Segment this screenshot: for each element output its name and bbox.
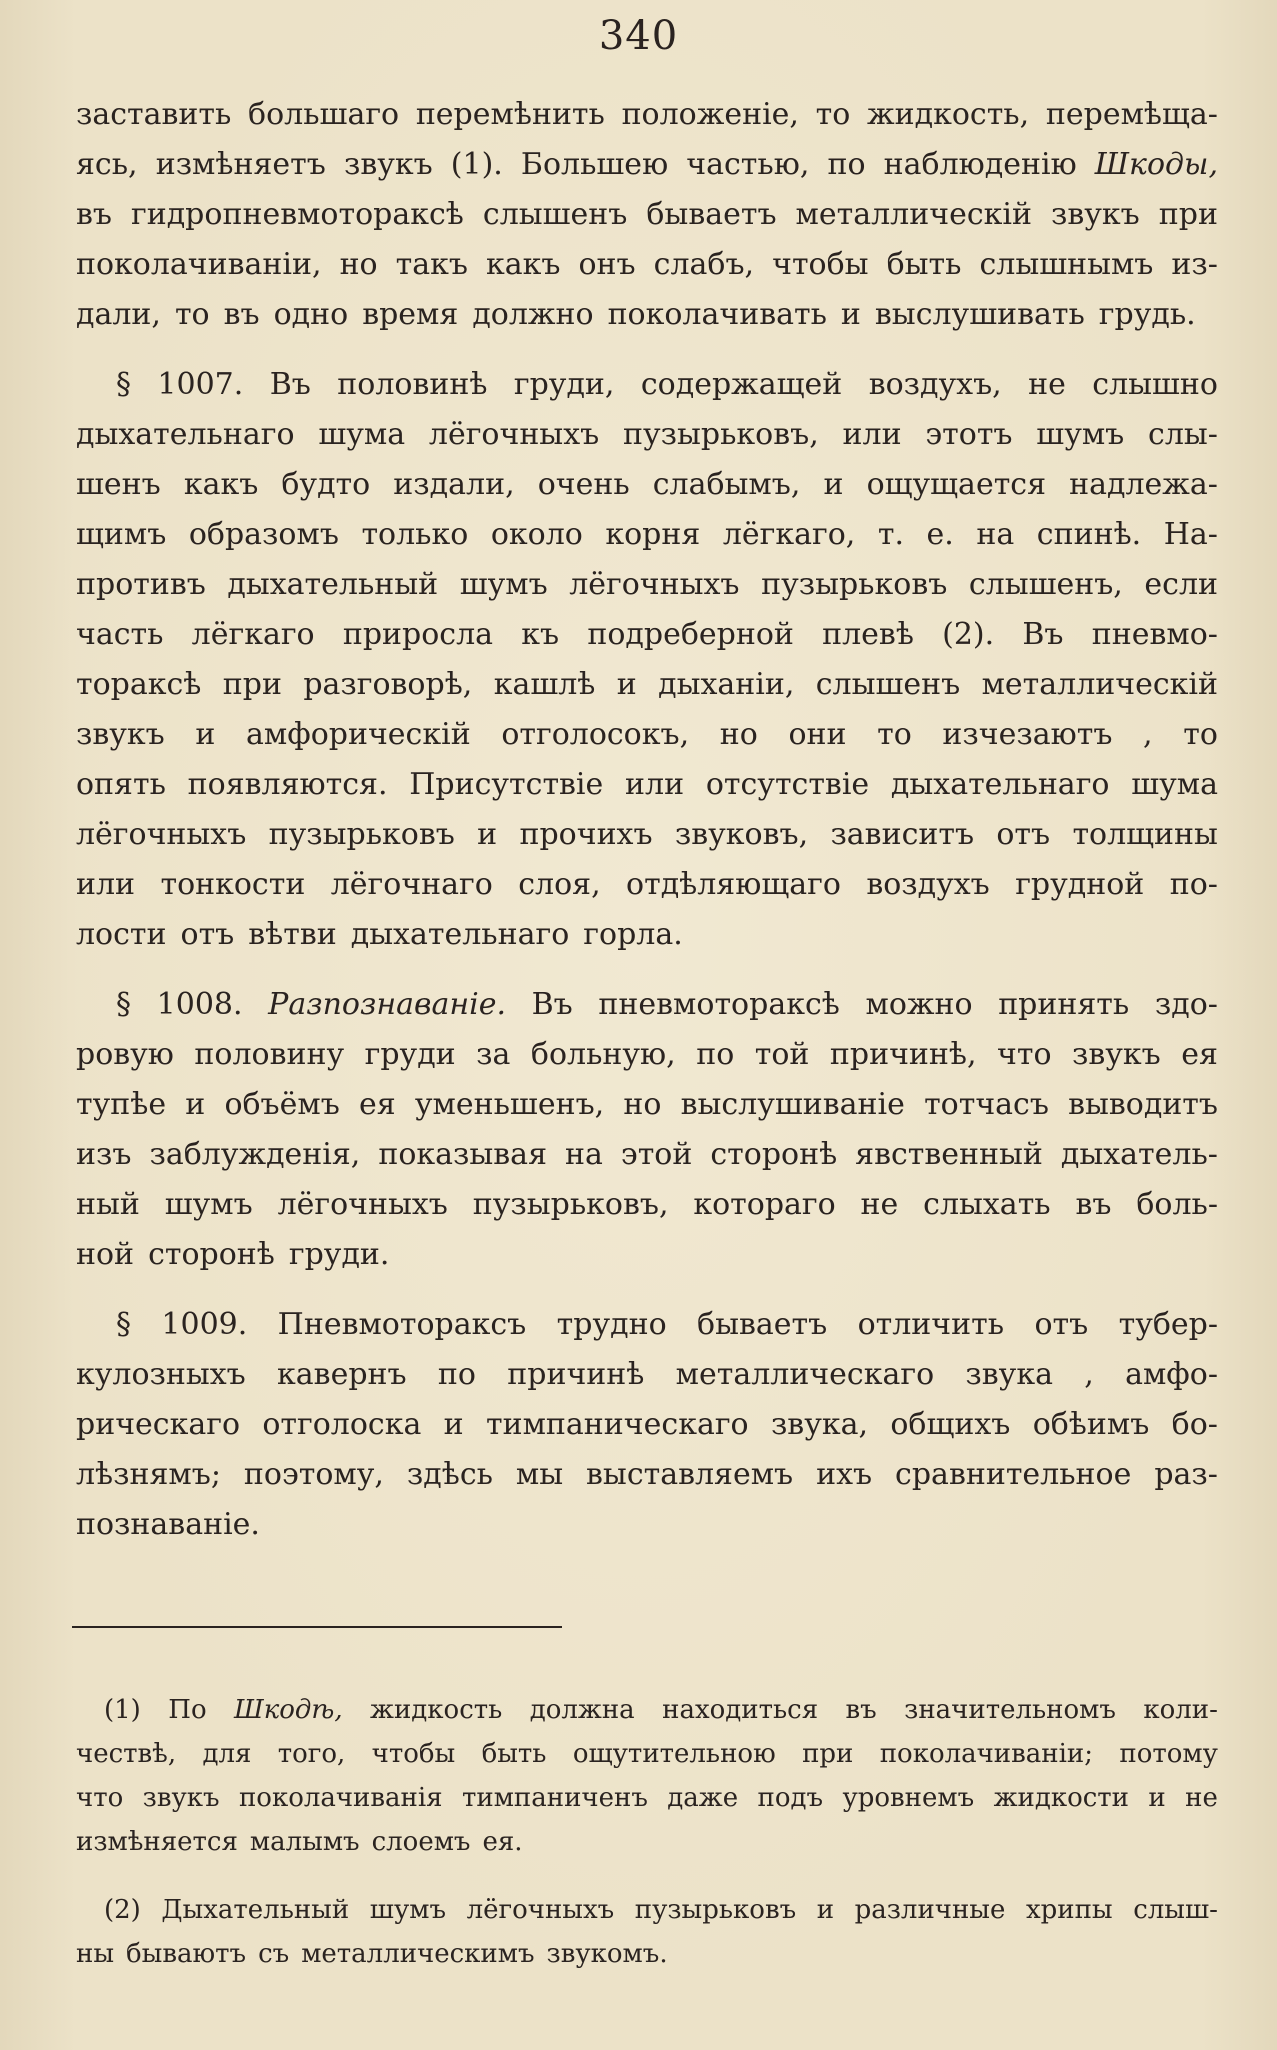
- page-number: 340: [598, 13, 679, 59]
- footnote-line: что звукъ поколачиванія тимпаниченъ даже подъ уровнемъ жидкости и не: [76, 1783, 1218, 1813]
- text-line: изъ заблужденія, показывая на этой сторонѣ явственный дыхатель-: [76, 1137, 1218, 1172]
- text-line: или тонкости лёгочнаго слоя, отдѣляющаго воздухъ грудной по-: [76, 867, 1218, 902]
- text-line: тораксѣ при разговорѣ, кашлѣ и дыханіи, слышенъ металлическій: [76, 667, 1218, 702]
- text-line: въ гидропневмотораксѣ слышенъ бываетъ металлическій звукъ при: [76, 197, 1218, 232]
- footnote-divider: [72, 1626, 562, 1628]
- text-line: опять появляются. Присутствіе или отсутствіе дыхательнаго шума: [76, 767, 1218, 802]
- footnote-line: (2) Дыхательный шумъ лёгочныхъ пузырьковъ и различные хрипы слыш-: [104, 1895, 1218, 1925]
- text-line: поколачиваніи, но такъ какъ онъ слабъ, чтобы быть слышнымъ из-: [76, 247, 1218, 282]
- text-line: § 1008. Разпознаваніе. Въ пневмотораксѣ можно принять здо-: [116, 987, 1218, 1022]
- footnote: [76, 1688, 1218, 1864]
- text-line: лости отъ вѣтви дыхательнаго горла.: [76, 917, 683, 952]
- footnote-line: чествѣ, для того, чтобы быть ощутительною при поколачиваніи; потому: [76, 1739, 1218, 1769]
- text-line: дыхательнаго шума лёгочныхъ пузырьковъ, или этотъ шумъ слы-: [76, 417, 1218, 452]
- text-line: шенъ какъ будто издали, очень слабымъ, и ощущается надлежа-: [76, 467, 1218, 502]
- text-line: щимъ образомъ только около корня лёгкаго, т. е. на спинѣ. На-: [76, 517, 1218, 552]
- footnote: [76, 1888, 1218, 1976]
- text-line: лёгочныхъ пузырьковъ и прочихъ звуковъ, зависитъ отъ толщины: [76, 817, 1218, 852]
- text-line: познаваніе.: [76, 1507, 260, 1542]
- footnote-line: (1) По Шкодѣ, жидкость должна находиться въ значительномъ коли-: [104, 1695, 1218, 1725]
- paragraph: [76, 980, 1218, 1280]
- text-line: ясь, измѣняетъ звукъ (1). Большею частью, по наблюденію Шкоды,: [76, 147, 1218, 182]
- text-line: кулозныхъ кавернъ по причинѣ металлическаго звука , амфо-: [76, 1357, 1218, 1392]
- text-line: тупѣе и объёмъ ея уменьшенъ, но выслушиваніе тотчасъ выводитъ: [76, 1087, 1218, 1122]
- body-text: [76, 90, 1218, 1550]
- text-line: ной сторонѣ груди.: [76, 1237, 390, 1272]
- text-line: заставить большаго перемѣнить положеніе, то жидкость, перемѣща-: [76, 97, 1218, 132]
- text-line: лѣзнямъ; поэтому, здѣсь мы выставляемъ ихъ сравнительное раз-: [76, 1457, 1218, 1492]
- text-line: рическаго отголоска и тимпаническаго звука, общихъ обѣимъ бо-: [76, 1407, 1218, 1442]
- text-line: § 1009. Пневмотораксъ трудно бываетъ отличить отъ тубер-: [116, 1307, 1218, 1342]
- text-line: ровую половину груди за больную, по той причинѣ, что звукъ ея: [76, 1037, 1218, 1072]
- footnotes: [76, 1688, 1218, 1976]
- footnote-line: ны бываютъ съ металлическимъ звукомъ.: [76, 1939, 668, 1969]
- text-line: звукъ и амфорическій отголосокъ, но они то изчезаютъ , то: [76, 717, 1218, 752]
- footnote-line: измѣняется малымъ слоемъ ея.: [76, 1827, 523, 1857]
- text-line: § 1007. Въ половинѣ груди, содержащей воздухъ, не слышно: [116, 367, 1218, 402]
- paragraph: [76, 1300, 1218, 1550]
- text-line: ный шумъ лёгочныхъ пузырьковъ, котораго не слыхать въ боль-: [76, 1187, 1218, 1222]
- text-line: дали, то въ одно время должно поколачивать и выслушивать грудь.: [76, 297, 1196, 332]
- text-line: противъ дыхательный шумъ лёгочныхъ пузырьковъ слышенъ, если: [76, 567, 1218, 602]
- text-line: часть лёгкаго приросла къ подреберной плевѣ (2). Въ пневмо-: [76, 617, 1218, 652]
- paragraph: [76, 360, 1218, 960]
- paragraph: [76, 90, 1218, 340]
